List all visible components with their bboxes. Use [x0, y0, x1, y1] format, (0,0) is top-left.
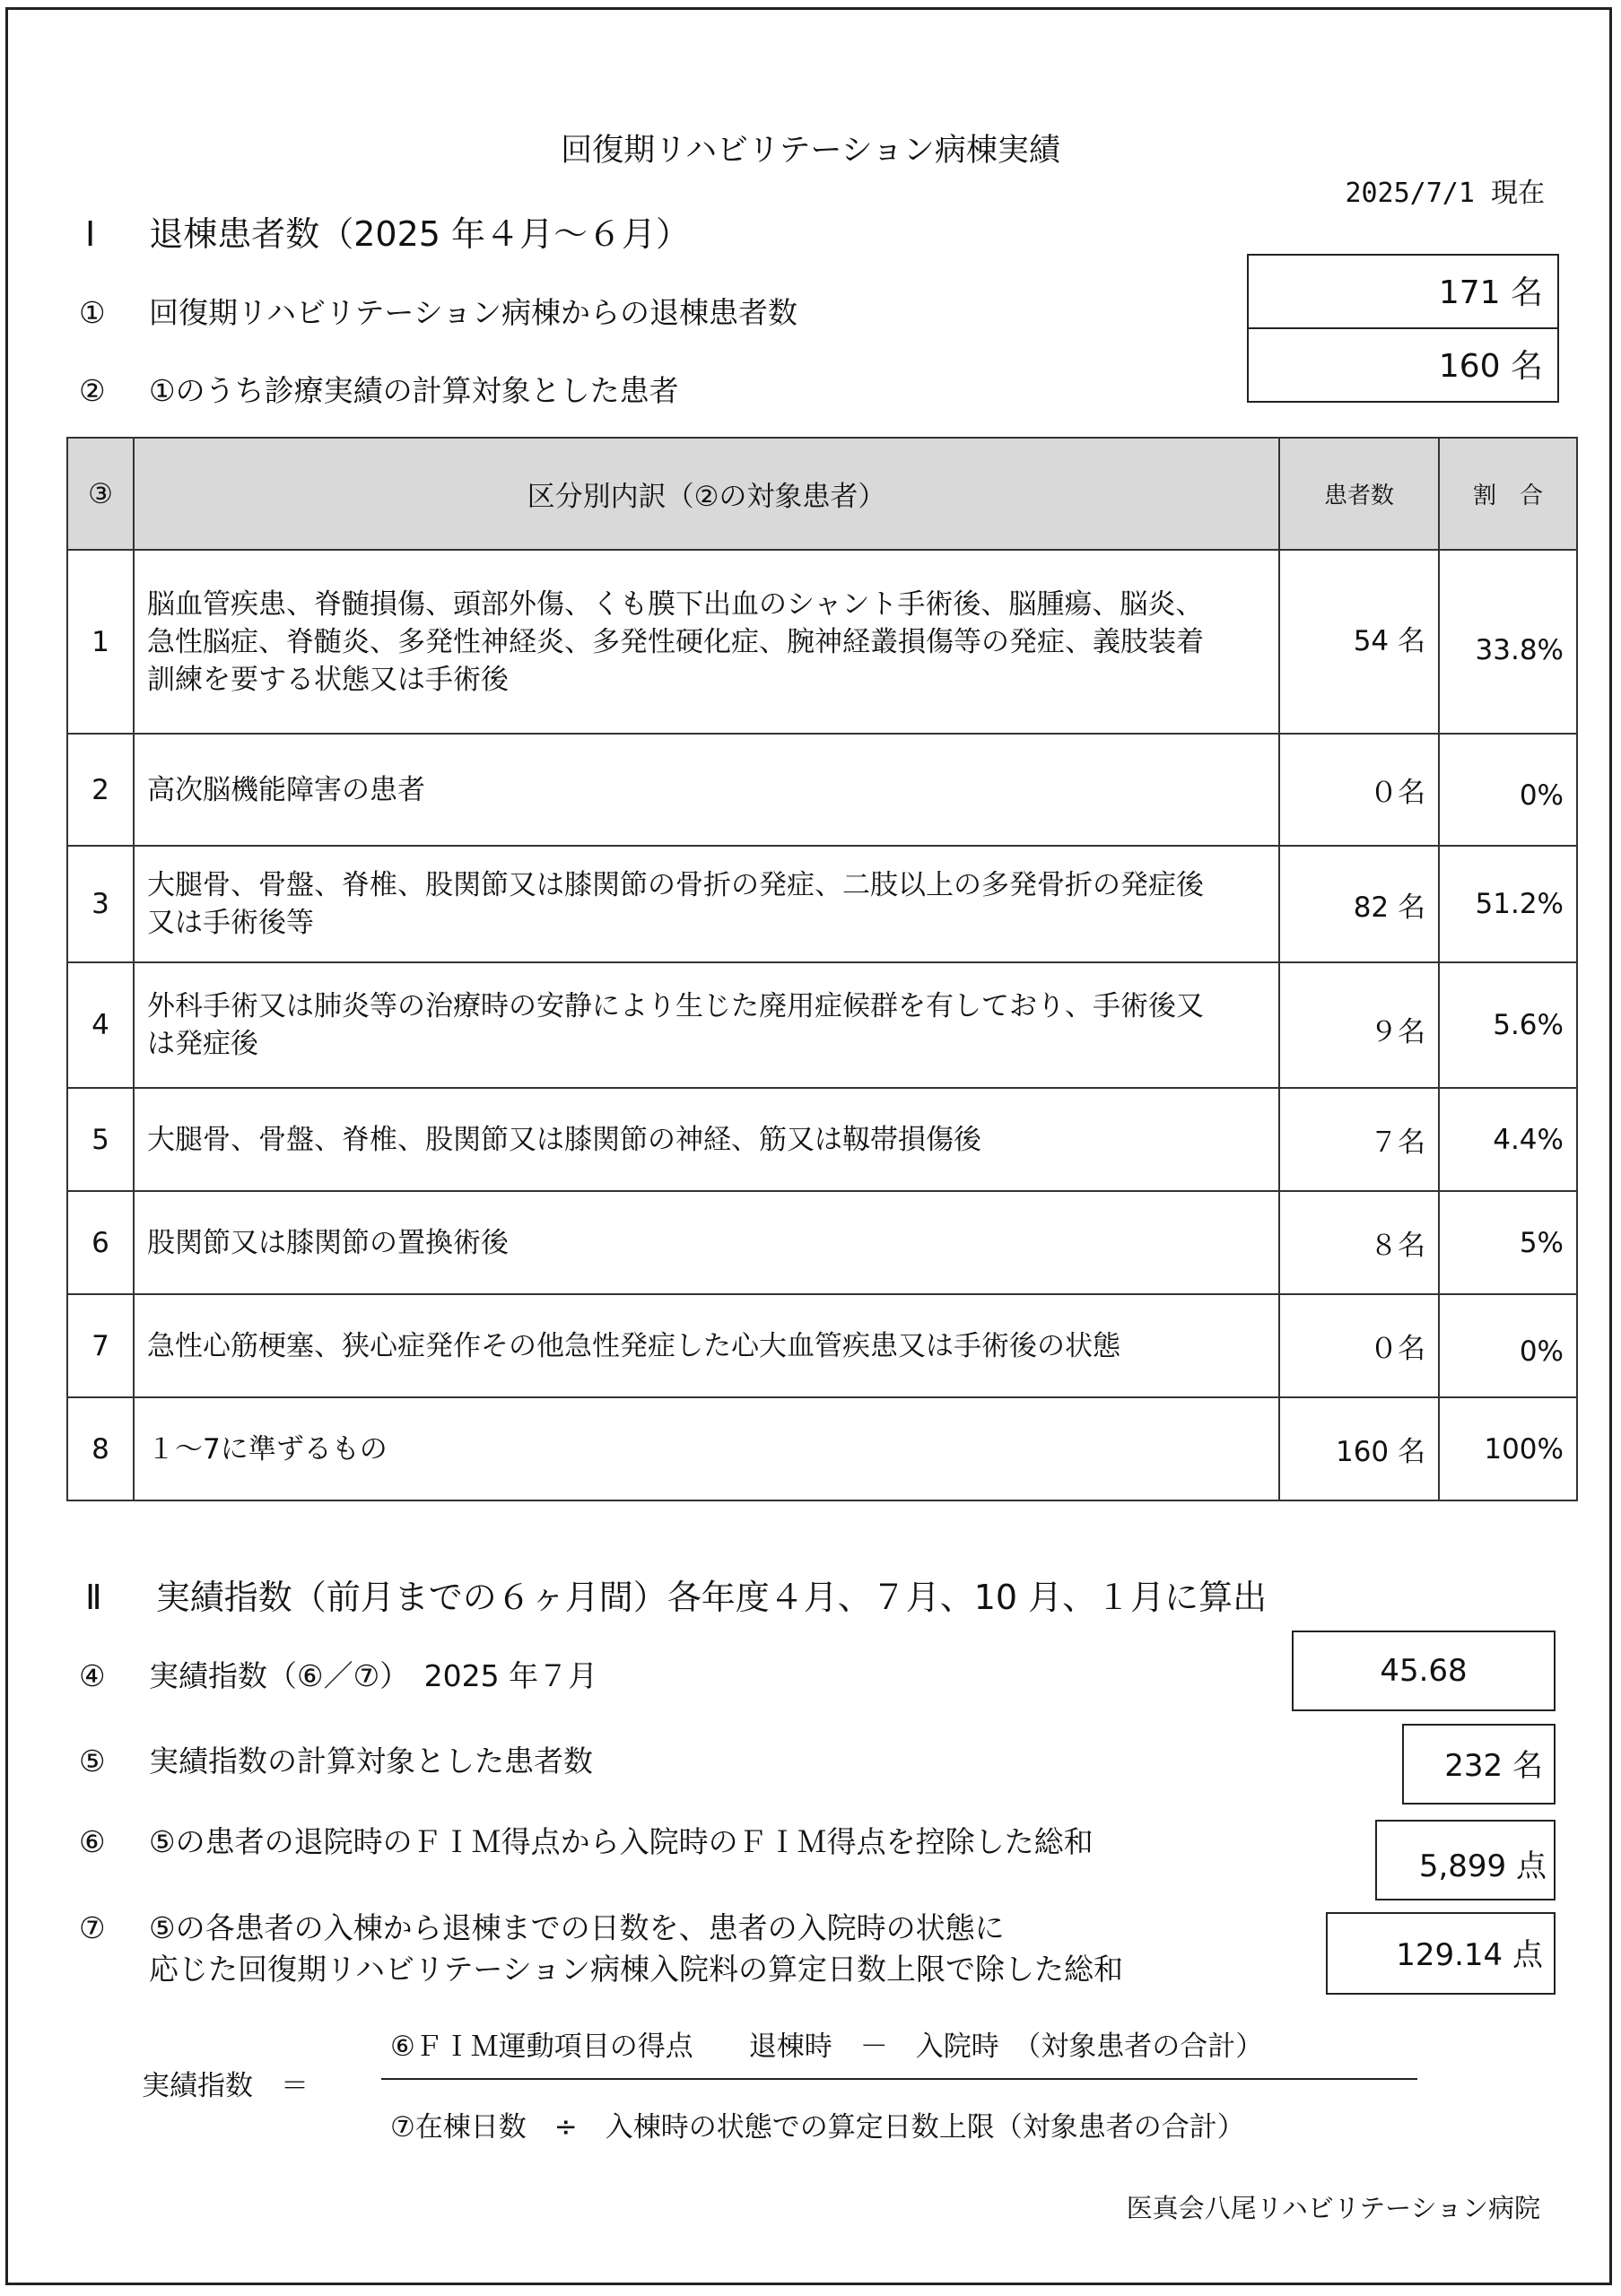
item-7-label: ⑤の各患者の入棟から退棟までの日数を、患者の入院時の状態に: [149, 1910, 1005, 1945]
item-7-label-line2: 応じた回復期リハビリテーション病棟入院料の算定日数上限で除した総和: [149, 1952, 1124, 1987]
row-rate: 0%: [1439, 734, 1577, 846]
row-count: ０名: [1279, 734, 1439, 846]
table-row: [67, 1088, 1577, 1191]
formula-numerator: ⑥ＦＩＭ運動項目の得点 退棟時 － 入院時 （対象患者の合計）: [390, 2031, 1264, 2063]
item-1-value-box: [1247, 254, 1559, 329]
row-desc-line: 大腿骨、骨盤、脊椎、股関節又は膝関節の骨折の発症、二肢以上の多発骨折の発症後: [147, 869, 1204, 901]
item-2-value: 160 名: [1438, 348, 1543, 385]
row-no: 6: [67, 1191, 134, 1294]
row-desc: [134, 734, 1279, 846]
row-desc-line: 又は手術後等: [147, 907, 314, 939]
row-desc-line: 大腿骨、骨盤、脊椎、股関節又は膝関節の神経、筋又は靱帯損傷後: [147, 1123, 981, 1156]
header-rate: 割 合: [1439, 438, 1577, 550]
row-desc-line: 急性心筋梗塞、狭心症発作その他急性発症した心大血管疾患又は手術後の状態: [147, 1329, 1120, 1362]
section2-heading: [85, 1570, 1267, 1619]
row-desc: [134, 550, 1279, 734]
item-5-label: 実績指数の計算対象とした患者数: [149, 1744, 593, 1779]
row-rate: 100%: [1439, 1397, 1577, 1500]
row-desc: [134, 1191, 1279, 1294]
row-no: 1: [67, 550, 134, 734]
item-6-value: 5,899 点: [1418, 1848, 1547, 1884]
row-count: 54 名: [1279, 550, 1439, 734]
item-2: [79, 368, 679, 410]
formula-denominator: ⑦在棟日数 ÷ 入棟時の状態での算定日数上限（対象患者の合計）: [390, 2111, 1245, 2144]
row-rate: 5.6%: [1439, 962, 1577, 1088]
row-desc: [134, 962, 1279, 1088]
row-count: ０名: [1279, 1294, 1439, 1397]
table-row: [67, 846, 1577, 962]
row-rate: 33.8%: [1439, 550, 1577, 734]
item-1-num: ①: [79, 295, 106, 330]
table-row: [67, 1191, 1577, 1294]
header-desc: 区分別内訳（②の対象患者）: [134, 438, 1279, 550]
row-rate: 5%: [1439, 1191, 1577, 1294]
item-5-num: ⑤: [79, 1744, 106, 1779]
row-count: ８名: [1279, 1191, 1439, 1294]
item-2-label: ①のうち診療実績の計算対象とした患者: [149, 373, 679, 408]
row-desc: [134, 846, 1279, 962]
item-4-label: 実績指数（⑥／⑦） 2025 年７月: [149, 1658, 598, 1693]
row-desc-line: 脳血管疾患、脊髄損傷、頭部外傷、くも膜下出血のシャント手術後、脳腫瘍、脳炎、: [147, 587, 1204, 621]
row-desc: [134, 1088, 1279, 1191]
row-desc-line: 急性脳症、脊髄炎、多発性神経炎、多発性硬化症、腕神経叢損傷等の発症、義肢装着: [147, 625, 1204, 658]
item-5-value-box: [1402, 1724, 1556, 1805]
item-1: [79, 290, 797, 332]
section1-title: 退棟患者数（2025 年４月～６月）: [149, 214, 691, 254]
section1-num: Ⅰ: [85, 214, 96, 254]
header-count: 患者数: [1279, 438, 1439, 550]
row-no: 7: [67, 1294, 134, 1397]
row-no: 5: [67, 1088, 134, 1191]
row-desc: [134, 1397, 1279, 1500]
row-desc-line: 外科手術又は肺炎等の治療時の安静により生じた廃用症候群を有しており、手術後又: [147, 990, 1204, 1022]
row-count: 160 名: [1279, 1397, 1439, 1500]
table-row: [67, 1397, 1577, 1500]
row-desc: [134, 1294, 1279, 1397]
row-no: 3: [67, 846, 134, 962]
table-row: [67, 962, 1577, 1088]
item-4-num: ④: [79, 1658, 106, 1693]
table-row: [67, 550, 1577, 734]
item-5: [79, 1738, 593, 1780]
row-desc-line: 股関節又は膝関節の置換術後: [147, 1226, 509, 1259]
table-row: [67, 1294, 1577, 1397]
row-desc-line: １～7に準ずるもの: [147, 1432, 388, 1465]
page-title: 回復期リハビリテーション病棟実績: [561, 133, 1060, 169]
row-rate: 0%: [1439, 1294, 1577, 1397]
item-6-label: ⑤の患者の退院時のＦＩＭ得点から入院時のＦＩＭ得点を控除した総和: [149, 1824, 1094, 1859]
item-7-num: ⑦: [79, 1910, 106, 1945]
item-7-value-box: [1326, 1912, 1556, 1995]
row-count: ９名: [1279, 962, 1439, 1088]
item-7: [79, 1905, 1005, 1947]
formula-lhs: 実績指数 ＝: [142, 2070, 309, 2102]
item-6-num: ⑥: [79, 1824, 106, 1859]
row-no: 4: [67, 962, 134, 1088]
row-desc-line: 訓練を要する状態又は手術後: [147, 663, 509, 696]
row-count: 82 名: [1279, 846, 1439, 962]
item-4-value-box: [1292, 1631, 1556, 1711]
row-desc-line: は発症後: [147, 1028, 258, 1060]
item-4-value: 45.68: [1380, 1653, 1468, 1689]
item-1-value: 171 名: [1438, 274, 1543, 311]
item-4: [79, 1653, 597, 1695]
hospital-name: 医真会八尾リハビリテーション病院: [1126, 2193, 1540, 2223]
item-1-label: 回復期リハビリテーション病棟からの退棟患者数: [149, 295, 798, 330]
row-rate: 51.2%: [1439, 846, 1577, 962]
item-2-value-box: [1247, 327, 1559, 403]
breakdown-table: [66, 437, 1578, 1501]
row-rate: 4.4%: [1439, 1088, 1577, 1191]
item-2-num: ②: [79, 373, 106, 408]
row-no: 2: [67, 734, 134, 846]
as-of-date: 2025/7/1 現在: [1345, 178, 1545, 209]
section1-heading: [85, 206, 690, 256]
item-6: [79, 1819, 1094, 1861]
row-no: 8: [67, 1397, 134, 1500]
row-count: ７名: [1279, 1088, 1439, 1191]
item-7-value: 129.14 点: [1396, 1937, 1543, 1973]
header-num: ③: [67, 438, 134, 550]
item-6-value-box: [1375, 1820, 1556, 1900]
table-header-row: [67, 438, 1577, 550]
table-row: [67, 734, 1577, 846]
section2-title: 実績指数（前月までの６ヶ月間）各年度４月、７月、10 月、１月に算出: [155, 1578, 1268, 1617]
formula-fraction-bar: [381, 2078, 1417, 2080]
item-5-value: 232 名: [1444, 1748, 1543, 1784]
section2-num: Ⅱ: [85, 1578, 102, 1617]
row-desc-line: 高次脳機能障害の患者: [147, 773, 425, 806]
